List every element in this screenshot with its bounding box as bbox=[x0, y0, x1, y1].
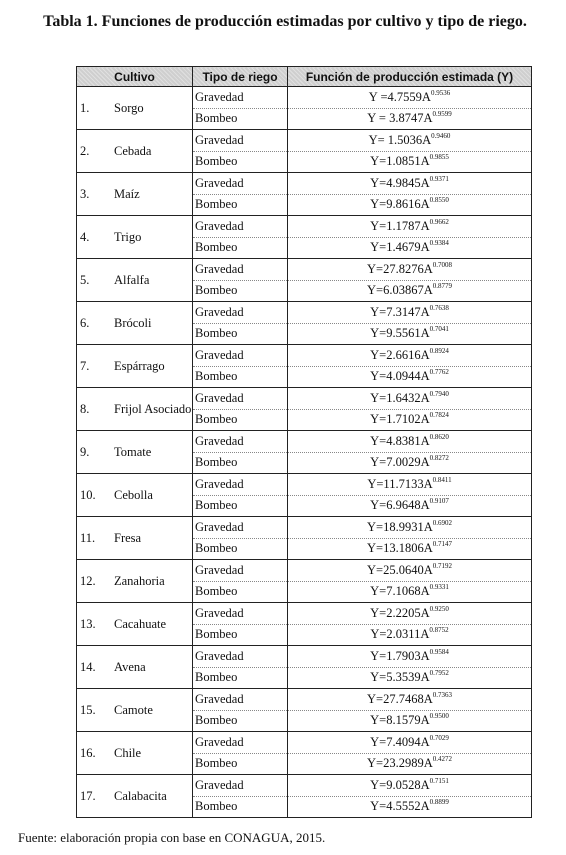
function-base: Y= 1.5036A bbox=[368, 132, 432, 147]
table-row bbox=[77, 775, 532, 797]
function-base: Y=4.5552A bbox=[370, 799, 430, 814]
riego-bombeo: Bombeo bbox=[193, 753, 288, 775]
crop-number: 14. bbox=[80, 659, 96, 674]
function-exponent: 0.9855 bbox=[429, 153, 449, 162]
function-exponent: 0.9331 bbox=[429, 583, 449, 592]
function-bombeo bbox=[288, 366, 532, 388]
function-exponent: 0.7363 bbox=[432, 690, 452, 699]
crop-cell bbox=[77, 732, 193, 775]
function-bombeo bbox=[288, 237, 532, 259]
crop-name: Zanahoria bbox=[114, 573, 165, 588]
function-base: Y=4.9845A bbox=[370, 175, 430, 190]
function-base: Y=1.7903A bbox=[370, 648, 430, 663]
function-bombeo bbox=[288, 538, 532, 560]
crop-name: Sorgo bbox=[114, 100, 144, 115]
function-base: Y=7.0029A bbox=[370, 455, 430, 470]
function-base: Y=2.0311A bbox=[370, 627, 430, 642]
function-base: Y=27.7468A bbox=[367, 691, 433, 706]
function-gravedad bbox=[288, 732, 532, 754]
production-functions-table bbox=[76, 66, 532, 818]
function-exponent: 0.7192 bbox=[432, 561, 452, 570]
header-tipo-riego: Tipo de riego bbox=[193, 67, 288, 87]
function-gravedad bbox=[288, 775, 532, 797]
riego-bombeo: Bombeo bbox=[193, 796, 288, 818]
header-row bbox=[77, 67, 532, 87]
riego-bombeo: Bombeo bbox=[193, 151, 288, 173]
table-row bbox=[77, 216, 532, 238]
riego-gravedad: Gravedad bbox=[193, 173, 288, 195]
function-exponent: 0.9460 bbox=[431, 131, 451, 140]
riego-bombeo: Bombeo bbox=[193, 624, 288, 646]
function-base: Y=6.9648A bbox=[370, 498, 430, 513]
crop-number: 9. bbox=[80, 444, 90, 459]
function-bombeo bbox=[288, 624, 532, 646]
header-funcion: Función de producción estimada (Y) bbox=[288, 67, 532, 87]
function-base: Y=25.0640A bbox=[367, 562, 433, 577]
crop-number: 10. bbox=[80, 487, 96, 502]
function-gravedad bbox=[288, 646, 532, 668]
riego-bombeo: Bombeo bbox=[193, 237, 288, 259]
riego-gravedad: Gravedad bbox=[193, 689, 288, 711]
function-exponent: 0.9384 bbox=[429, 239, 449, 248]
function-base: Y=9.8616A bbox=[370, 197, 430, 212]
crop-name: Cacahuate bbox=[114, 616, 167, 631]
function-gravedad bbox=[288, 388, 532, 410]
crop-name: Maíz bbox=[114, 186, 140, 201]
table-row bbox=[77, 130, 532, 152]
function-gravedad bbox=[288, 517, 532, 539]
crop-cell bbox=[77, 431, 193, 474]
function-exponent: 0.7147 bbox=[432, 540, 452, 549]
crop-name: Fresa bbox=[114, 530, 142, 545]
function-exponent: 0.4272 bbox=[432, 755, 452, 764]
crop-cell bbox=[77, 646, 193, 689]
function-exponent: 0.8899 bbox=[429, 798, 449, 807]
function-gravedad bbox=[288, 130, 532, 152]
riego-gravedad: Gravedad bbox=[193, 603, 288, 625]
function-base: Y=1.4679A bbox=[370, 240, 430, 255]
riego-gravedad: Gravedad bbox=[193, 388, 288, 410]
crop-number: 8. bbox=[80, 401, 90, 416]
riego-bombeo: Bombeo bbox=[193, 280, 288, 302]
function-exponent: 0.8924 bbox=[429, 346, 449, 355]
function-bombeo bbox=[288, 710, 532, 732]
crop-name: Calabacita bbox=[114, 788, 167, 803]
function-base: Y=7.1068A bbox=[370, 584, 430, 599]
riego-bombeo: Bombeo bbox=[193, 495, 288, 517]
function-gravedad bbox=[288, 474, 532, 496]
function-bombeo bbox=[288, 753, 532, 775]
table-row bbox=[77, 603, 532, 625]
table-row bbox=[77, 560, 532, 582]
header-cultivo: Cultivo bbox=[77, 67, 193, 87]
function-exponent: 0.8752 bbox=[429, 626, 449, 635]
function-bombeo bbox=[288, 409, 532, 431]
function-exponent: 0.9584 bbox=[429, 647, 449, 656]
function-gravedad bbox=[288, 603, 532, 625]
crop-name: Avena bbox=[114, 659, 146, 674]
crop-number: 2. bbox=[80, 143, 90, 158]
function-gravedad bbox=[288, 431, 532, 453]
riego-bombeo: Bombeo bbox=[193, 409, 288, 431]
function-exponent: 0.8620 bbox=[429, 432, 449, 441]
crop-cell bbox=[77, 87, 193, 130]
table-row bbox=[77, 302, 532, 324]
crop-number: 17. bbox=[80, 788, 96, 803]
function-base: Y=7.3147A bbox=[370, 304, 430, 319]
table-row bbox=[77, 646, 532, 668]
function-exponent: 0.7762 bbox=[429, 368, 449, 377]
riego-gravedad: Gravedad bbox=[193, 431, 288, 453]
function-exponent: 0.8272 bbox=[429, 454, 449, 463]
function-exponent: 0.7151 bbox=[429, 776, 449, 785]
crop-number: 13. bbox=[80, 616, 96, 631]
crop-number: 12. bbox=[80, 573, 96, 588]
function-gravedad bbox=[288, 345, 532, 367]
function-bombeo bbox=[288, 796, 532, 818]
riego-bombeo: Bombeo bbox=[193, 538, 288, 560]
crop-cell bbox=[77, 603, 193, 646]
source-note: Fuente: elaboración propia con base en CONAGUA, 2015. bbox=[18, 830, 326, 845]
function-exponent: 0.7952 bbox=[429, 669, 449, 678]
table-row bbox=[77, 517, 532, 539]
table-title: Tabla 1. Funciones de producción estimadas por cultivo y tipo de riego. bbox=[43, 13, 527, 30]
function-base: Y=23.2989A bbox=[367, 756, 433, 771]
table-row bbox=[77, 732, 532, 754]
function-exponent: 0.9599 bbox=[432, 110, 452, 119]
function-bombeo bbox=[288, 495, 532, 517]
crop-name: Tomate bbox=[114, 444, 152, 459]
function-bombeo bbox=[288, 581, 532, 603]
crop-name: Camote bbox=[114, 702, 153, 717]
crop-number: 3. bbox=[80, 186, 90, 201]
function-exponent: 0.9536 bbox=[430, 88, 451, 97]
riego-bombeo: Bombeo bbox=[193, 452, 288, 474]
function-bombeo bbox=[288, 194, 532, 216]
function-base: Y=9.5561A bbox=[370, 326, 430, 341]
crop-name: Trigo bbox=[114, 229, 142, 244]
riego-gravedad: Gravedad bbox=[193, 732, 288, 754]
function-gravedad bbox=[288, 689, 532, 711]
riego-bombeo: Bombeo bbox=[193, 323, 288, 345]
function-base: Y=1.0851A bbox=[370, 154, 430, 169]
crop-name: Brócoli bbox=[114, 315, 152, 330]
riego-gravedad: Gravedad bbox=[193, 302, 288, 324]
crop-cell bbox=[77, 517, 193, 560]
table-row bbox=[77, 689, 532, 711]
crop-number: 5. bbox=[80, 272, 90, 287]
function-bombeo bbox=[288, 452, 532, 474]
crop-cell bbox=[77, 474, 193, 517]
riego-gravedad: Gravedad bbox=[193, 775, 288, 797]
crop-cell bbox=[77, 689, 193, 732]
function-exponent: 0.7638 bbox=[429, 303, 449, 312]
table-row bbox=[77, 87, 532, 109]
riego-gravedad: Gravedad bbox=[193, 216, 288, 238]
riego-gravedad: Gravedad bbox=[193, 474, 288, 496]
riego-gravedad: Gravedad bbox=[193, 646, 288, 668]
function-bombeo bbox=[288, 667, 532, 689]
function-bombeo bbox=[288, 151, 532, 173]
function-base: Y=4.8381A bbox=[370, 433, 430, 448]
function-base: Y=5.3539A bbox=[370, 670, 430, 685]
riego-gravedad: Gravedad bbox=[193, 259, 288, 281]
function-exponent: 0.7940 bbox=[429, 389, 449, 398]
function-base: Y=8.1579A bbox=[370, 713, 430, 728]
function-exponent: 0.8411 bbox=[432, 475, 452, 484]
table-row bbox=[77, 345, 532, 367]
function-exponent: 0.7824 bbox=[429, 411, 449, 420]
crop-name: Espárrago bbox=[114, 358, 165, 373]
riego-bombeo: Bombeo bbox=[193, 667, 288, 689]
riego-bombeo: Bombeo bbox=[193, 581, 288, 603]
riego-bombeo: Bombeo bbox=[193, 108, 288, 130]
function-base: Y=1.1787A bbox=[370, 218, 430, 233]
crop-name: Chile bbox=[114, 745, 142, 760]
function-base: Y=2.6616A bbox=[370, 347, 430, 362]
crop-number: 15. bbox=[80, 702, 96, 717]
table-row bbox=[77, 259, 532, 281]
riego-bombeo: Bombeo bbox=[193, 194, 288, 216]
riego-gravedad: Gravedad bbox=[193, 345, 288, 367]
crop-number: 11. bbox=[80, 530, 96, 545]
crop-cell bbox=[77, 216, 193, 259]
function-base: Y=9.0528A bbox=[370, 777, 430, 792]
function-base: Y=4.0944A bbox=[370, 369, 430, 384]
function-base: Y=11.7133A bbox=[367, 476, 433, 491]
riego-gravedad: Gravedad bbox=[193, 130, 288, 152]
function-bombeo bbox=[288, 280, 532, 302]
function-base: Y=7.4094A bbox=[370, 734, 430, 749]
function-gravedad bbox=[288, 173, 532, 195]
crop-number: 6. bbox=[80, 315, 90, 330]
function-bombeo bbox=[288, 108, 532, 130]
function-base: Y =4.7559A bbox=[368, 89, 431, 104]
table-row bbox=[77, 431, 532, 453]
crop-cell bbox=[77, 130, 193, 173]
function-exponent: 0.9662 bbox=[429, 217, 449, 226]
function-base: Y=6.03867A bbox=[367, 283, 433, 298]
function-exponent: 0.9371 bbox=[429, 174, 449, 183]
table-row bbox=[77, 388, 532, 410]
crop-name: Frijol Asociado bbox=[114, 401, 192, 416]
crop-number: 4. bbox=[80, 229, 90, 244]
function-exponent: 0.7029 bbox=[429, 733, 449, 742]
riego-bombeo: Bombeo bbox=[193, 710, 288, 732]
crop-number: 7. bbox=[80, 358, 90, 373]
riego-gravedad: Gravedad bbox=[193, 517, 288, 539]
table-row bbox=[77, 173, 532, 195]
function-exponent: 0.9107 bbox=[429, 497, 449, 506]
function-base: Y=1.6432A bbox=[370, 390, 430, 405]
function-gravedad bbox=[288, 216, 532, 238]
crop-name: Cebolla bbox=[114, 487, 153, 502]
function-exponent: 0.8779 bbox=[432, 282, 452, 291]
riego-gravedad: Gravedad bbox=[193, 87, 288, 109]
riego-gravedad: Gravedad bbox=[193, 560, 288, 582]
crop-name: Alfalfa bbox=[114, 272, 150, 287]
function-gravedad bbox=[288, 302, 532, 324]
crop-number: 1. bbox=[80, 100, 90, 115]
function-exponent: 0.6902 bbox=[432, 518, 452, 527]
function-base: Y=27.8276A bbox=[367, 261, 433, 276]
crop-name: Cebada bbox=[114, 143, 152, 158]
function-gravedad bbox=[288, 560, 532, 582]
crop-cell bbox=[77, 259, 193, 302]
crop-cell bbox=[77, 775, 193, 818]
riego-bombeo: Bombeo bbox=[193, 366, 288, 388]
function-exponent: 0.9250 bbox=[429, 604, 449, 613]
crop-cell bbox=[77, 302, 193, 345]
table-row bbox=[77, 474, 532, 496]
function-exponent: 0.7041 bbox=[429, 325, 449, 334]
function-exponent: 0.7008 bbox=[432, 260, 452, 269]
function-base: Y=1.7102A bbox=[370, 412, 430, 427]
function-gravedad bbox=[288, 87, 532, 109]
function-bombeo bbox=[288, 323, 532, 345]
crop-cell bbox=[77, 173, 193, 216]
crop-cell bbox=[77, 388, 193, 431]
crop-cell bbox=[77, 560, 193, 603]
crop-number: 16. bbox=[80, 745, 96, 760]
function-exponent: 0.9500 bbox=[429, 712, 449, 721]
function-gravedad bbox=[288, 259, 532, 281]
function-exponent: 0.8550 bbox=[429, 196, 449, 205]
table-body bbox=[77, 87, 532, 818]
function-base: Y=13.1806A bbox=[367, 541, 433, 556]
crop-cell bbox=[77, 345, 193, 388]
function-base: Y=2.2205A bbox=[370, 605, 430, 620]
function-base: Y = 3.8747A bbox=[367, 111, 433, 126]
function-base: Y=18.9931A bbox=[367, 519, 433, 534]
